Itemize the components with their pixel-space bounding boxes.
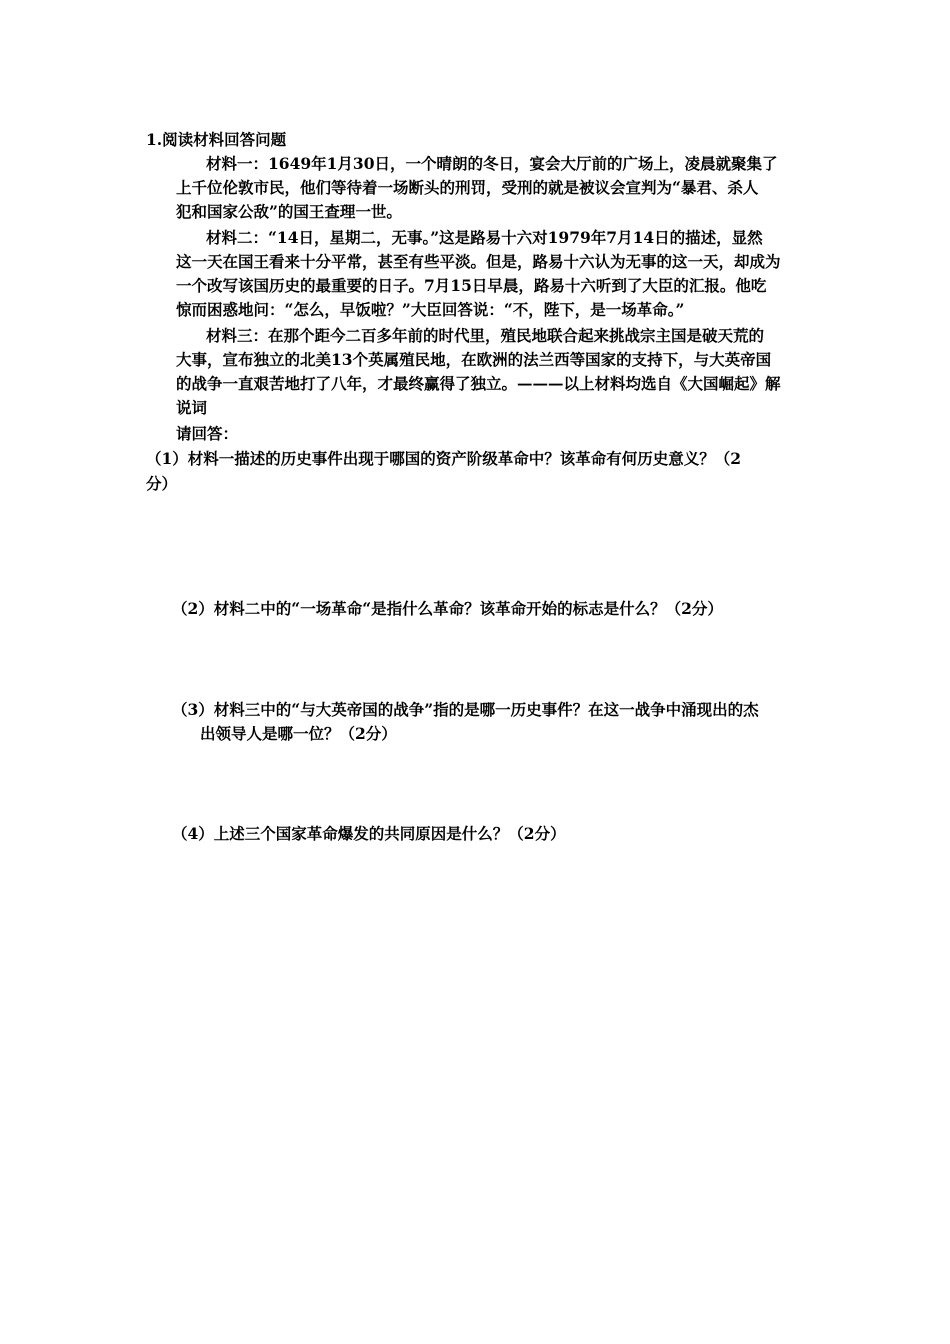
material3-line3: 的战争一直艰苦地打了八年，才最终赢得了独立。———以上材料均选自《大国崛起》解	[176, 374, 781, 393]
material2-line2: 这一天在国王看来十分平常，甚至有些平淡。但是，路易十六认为无事的这一天，却成为	[176, 252, 781, 271]
question-3-line1: （3）材料三中的“与大英帝国的战争”指的是哪一历史事件？在这一战争中涌现出的杰	[172, 700, 759, 719]
material3-line4: 说词	[176, 398, 208, 417]
question-title: 1.阅读材料回答问题	[146, 130, 287, 149]
question-1-line1: （1）材料一描述的历史事件出现于哪国的资产阶级革命中？该革命有何历史意义？（2	[146, 449, 742, 468]
question-4: （4）上述三个国家革命爆发的共同原因是什么？（2分）	[172, 824, 566, 843]
question-3-line2: 出领导人是哪一位？（2分）	[200, 724, 397, 743]
material1-line1: 材料一：1649年1月30日，一个晴朗的冬日，宴会大厅前的广场上，凌晨就聚集了	[206, 154, 778, 173]
material2-line3: 一个改写该国历史的最重要的日子。7月15日早晨，路易十六听到了大臣的汇报。他吃	[176, 276, 767, 295]
material3-line2: 大事，宣布独立的北美13个英属殖民地，在欧洲的法兰西等国家的支持下，与大英帝国	[176, 350, 772, 369]
material2-line1: 材料二：“14日，星期二，无事。”这是路易十六对1979年7月14日的描述，显然	[206, 228, 763, 247]
question-1-line2: 分）	[146, 474, 178, 493]
material1-line2: 上千位伦敦市民，他们等待着一场断头的刑罚，受刑的就是被议会宣判为“暴君、杀人	[176, 178, 759, 197]
material1-line3: 犯和国家公敌”的国王查理一世。	[176, 202, 402, 221]
material3-line1: 材料三：在那个距今二百多年前的时代里，殖民地联合起来挑战宗主国是破天荒的	[206, 326, 765, 345]
answer-prompt: 请回答：	[176, 424, 239, 443]
material2-line4: 惊而困惑地问：“怎么，早饭啦？”大臣回答说：“不，陛下，是一场革命。”	[176, 300, 685, 319]
question-2: （2）材料二中的“一场革命“是指什么革命？该革命开始的标志是什么？（2分）	[172, 599, 723, 618]
